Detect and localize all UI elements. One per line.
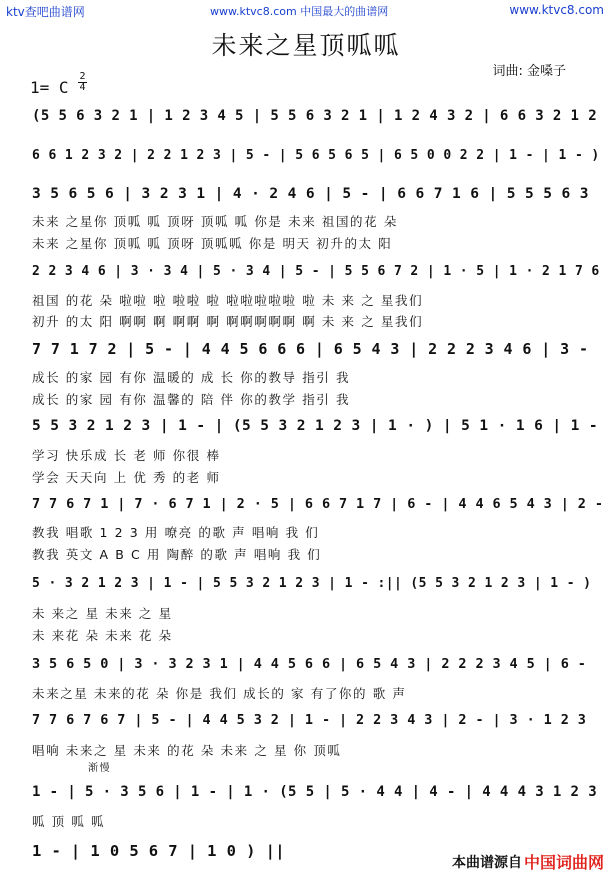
lyric-line-10a: 唱响 未来之 星 未来 的花 朵 未来 之 星 你 顶呱 xyxy=(32,743,342,758)
watermark-left: ktv查吧曲谱网 xyxy=(6,5,85,19)
score-line-10: 7 7 6 7 6 7 | 5 - | 4 4 5 3 2 | 1 - | 2 2 3 4 3 | 2 - | 3 · 1 2 3 xyxy=(32,712,587,728)
lyric-line-8a: 未 来之 星 未来 之 星 xyxy=(32,606,173,621)
lyric-line-3b: 未来 之星你 顶呱 呱 顶呀 顶呱呱 你是 明天 初升的太 阳 xyxy=(32,236,393,251)
score-line-3: 3 5 6 5 6 | 3 2 3 1 | 4 · 2 4 6 | 5 - | 6 6 7 1 6 | 5 5 5 6 3 xyxy=(32,186,589,202)
composer-credit: 词曲: 金嗓子 xyxy=(492,64,566,79)
time-signature xyxy=(78,72,87,93)
meter-bottom: 4 xyxy=(79,82,86,93)
lyric-line-5a: 成长 的家 园 有你 温暖的 成 长 你的教导 指引 我 xyxy=(32,370,351,385)
lyric-line-4b: 初升 的太 阳 啊啊 啊 啊啊 啊 啊啊啊啊啊 啊 未 来 之 星我们 xyxy=(32,314,424,329)
score-line-11: 1 - | 5 · 3 5 6 | 1 - | 1 · (5 5 | 5 · 4 4 | 4 - | 4 4 4 3 1 2 3 xyxy=(32,784,598,800)
meter-top: 2 xyxy=(79,71,86,82)
lyric-line-11a: 呱 顶 呱 呱 xyxy=(32,814,106,829)
watermark-right: www.ktvc8.com xyxy=(509,3,604,17)
score-line-6: 5 5 3 2 1 2 3 | 1 - | (5 5 3 2 1 2 3 | 1 · ) | 5 1 · 1 6 | 1 - xyxy=(32,418,599,434)
lyric-line-7a: 教我 唱歌 1 2 3 用 嘹亮 的歌 声 唱响 我 们 xyxy=(32,525,320,540)
score-line-12: 1 - | 1 0 5 6 7 | 1 0 ) || xyxy=(32,842,286,860)
score-line-2: 6 6 1 2 3 2 | 2 2 1 2 3 | 5 - | 5 6 5 6 5 | 6 5 0 0 2 2 | 1 - | 1 - ) xyxy=(32,148,600,163)
watermark-middle: www.ktvc8.com 中国最大的曲谱网 xyxy=(210,5,389,18)
key-signature: 1= C xyxy=(30,78,69,97)
score-line-8: 5 · 3 2 1 2 3 | 1 - | 5 5 3 2 1 2 3 | 1 - :|| (5 5 3 2 1 2 3 | 1 - ) xyxy=(32,576,592,591)
brand-logo-text: 中国词曲网 xyxy=(523,853,604,872)
score-line-4: 2 2 3 4 6 | 3 · 3 4 | 5 · 3 4 | 5 - | 5 5 6 7 2 | 1 · 5 | 1 · 2 1 7 6 xyxy=(32,264,600,279)
tempo-marking: 渐慢 xyxy=(88,763,112,774)
lyric-line-7b: 教我 英文 A B C 用 陶醉 的歌 声 唱响 我 们 xyxy=(32,547,322,562)
lyric-line-5b: 成长 的家 园 有你 温馨的 陪 伴 你的教学 指引 我 xyxy=(32,392,351,407)
source-label: 本曲谱源自 xyxy=(452,855,522,871)
song-title: 未来之星顶呱呱 xyxy=(211,31,401,60)
lyric-line-6a: 学习 快乐成 长 老 师 你很 棒 xyxy=(32,448,221,463)
lyric-line-4a: 祖国 的花 朵 啦啦 啦 啦啦 啦 啦啦啦啦啦 啦 未 来 之 星我们 xyxy=(32,293,424,308)
score-line-9: 3 5 6 5 0 | 3 · 3 2 3 1 | 4 4 5 6 6 | 6 5 4 3 | 2 2 2 3 4 5 | 6 - xyxy=(32,656,587,672)
score-line-5: 7 7 1 7 2 | 5 - | 4 4 5 6 6 6 | 6 5 4 3 | 2 2 2 3 4 6 | 3 - xyxy=(32,340,589,358)
lyric-line-3a: 未来 之星你 顶呱 呱 顶呀 顶呱 呱 你是 未来 祖国的花 朵 xyxy=(32,214,398,229)
lyric-line-9a: 未来之星 未来的花 朵 你是 我们 成长的 家 有了你的 歌 声 xyxy=(32,686,407,701)
score-line-1: (5 5 6 3 2 1 | 1 2 3 4 5 | 5 5 6 3 2 1 | 1 2 4 3 2 | 6 6 3 2 1 2 xyxy=(32,108,598,124)
lyric-line-8b: 未 来花 朵 未来 花 朵 xyxy=(32,628,173,643)
score-line-7: 7 7 6 7 1 | 7 · 6 7 1 | 2 · 5 | 6 6 7 1 7 | 6 - | 4 4 6 5 4 3 | 2 - xyxy=(32,496,604,512)
lyric-line-6b: 学会 天天向 上 优 秀 的老 师 xyxy=(32,470,221,485)
